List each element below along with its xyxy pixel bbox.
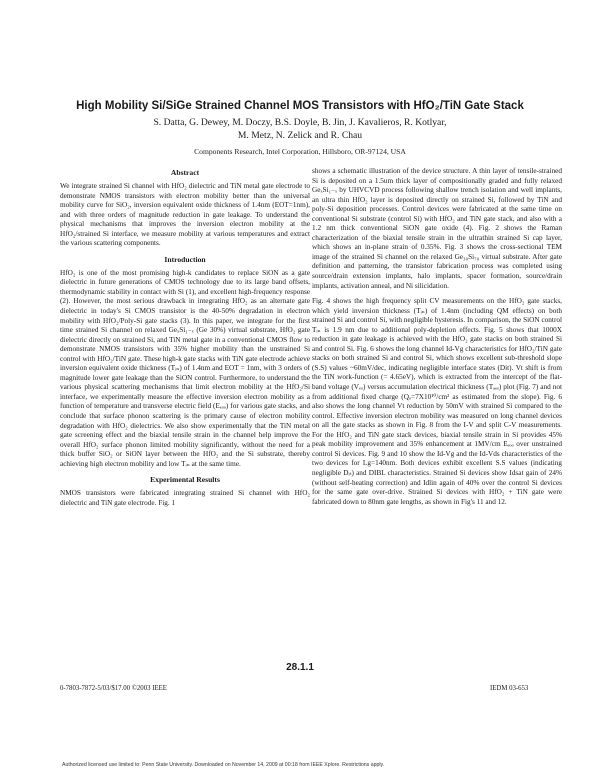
author-line-2: M. Metz, N. Zelick and R. Chau xyxy=(237,130,363,141)
page-number: 28.1.1 xyxy=(286,662,314,673)
affiliation: Components Research, Intel Corporation, Hillsboro, OR-97124, USA xyxy=(194,147,406,156)
abstract-heading: Abstract xyxy=(170,168,200,177)
paper-title: High Mobility Si/SiGe Strained Channel MOS Transistors with HfO₂/TiN Gate Stack xyxy=(76,100,524,112)
experimental-text-right-2: Fig. 4 shows the high frequency split CV measurements on the HfO₂ gate stacks, which yield inversion thickness (Tᵢₙ) of 1.4nm (including QM effects) on both strained Si and control Si, with negligible hysteresis. In comparison, the SiON control Tᵢₙ is 1.9 nm due to additional poly-depletion effects. Fig. 5 shows that 1000X reduction in gate leakage is achieved with the HfO₂ gate stacks on both strained Si and control Si. Fig. 6 shows the long channel Id-Vg characteristics for HfO₂/TiN gate stacks on both strained Si and control Si, which shows excellent sub-threshold slope (S.S) values ~60mV/dec, indicating negligible interface states (Dit). Vt shift is from the TiN work-function (= 4.65eV), which is extracted from the intercept of the flat-band voltage (Vₑₒ) versus accumulation electrical thickness (Tₐₑₑ) plot (Fig. 7) and not from additional fixed charge (Qₒ=7X10¹⁰/cm² as estimated from the slope). Fig. 6 also shows the long channel Vt reduction by 50mV with strained Si compared to the control. Effective inversion electron mobility was measured on long channel devices on all the gate stacks as shown in Fig. 8 from the I-V and split C-V measurements. For the HfO₂ and TiN gate stack devices, biaxial tensile strain in Si provides 45% peak mobility improvement and 35% enhancement at 1MV/cm Eₑₒₒ over unstrained control Si devices. Fig. 9 and 10 show the Id-Vg and the Id-Vds characteristics of the two devices for Lg=140nm. Both devices exhibit excellent S.S values (indicating negligible Dᵢₜ) and DIBL characteristics. Strained Si devices show Idsat gain of 24% (without self-heating correction) and Idlin again of 40% over the control Si devices for the same gate over-drive. Strained Si devices with HfO₂ + TiN gate were fabricated down to 80nm gate lengths, as shown in Fig's 11 and 12. xyxy=(312,297,562,506)
author-line-1: S. Datta, G. Dewey, M. Doczy, B.S. Doyle, B. Jin, J. Kavalieros, R. Kotlyar, xyxy=(153,117,447,128)
experimental-text-right-1: shows a schematic illustration of the device structure. A thin layer of tensile-strained Si is deposited on a 1.5um thick layer of compositionally graded and fully relaxed GeₓSi₁₋ₓ by UHVCVD process following shallow trench isolation and well implants, an ultra thin HfO₂ layer is deposited directly on strained Si, followed by TiN and poly-Si deposition processes. Control devices were fabricated at the same time on conventional Si substrate (control Si) with HfO₂ and TiN gate stack, and also with a 1.2 nm thick conventional SiON gate oxide (4). Fig. 2 shows the Raman characterization of the biaxial tensile strain in the ultrathin strained Si cap layer, which shows an in-plane strain of 0.35%. Fig. 3 shows the cross-sectional TEM image of the strained Si channel on the relaxed Ge₃₀Si₇₀ virtual substrate. After gate definition and patterning, the transistor fabrication process was completed using source/drain extension implants, halo implants, spacer formation, source/drain implants, activation anneal, and Ni silicidation. xyxy=(312,167,562,290)
isbn-footer: 0-7803-7872-5/03/$17.00 ©2003 IEEE xyxy=(60,685,167,692)
abstract-text: We integrate strained Si channel with HfO₂ dielectric and TiN metal gate electrode to demonstrate NMOS transistors with electron mobility better than the universal mobility curve for SiO₂, inversion equivalent oxide thickness of 1.4nm (EOT=1nm), and with three orders of magnitude reduction in gate leakage. To understand the physical mechanisms that improves the inversion electron mobility at the HfO₂/strained Si interface, we measure mobility at various temperatures and extract the various scattering components. xyxy=(60,182,310,248)
author-list xyxy=(40,116,560,142)
right-column xyxy=(312,167,562,513)
experimental-text-left: NMOS transistors were fabricated integrating strained Si channel with HfO₂ dielectric and TiN gate electrode. Fig. 1 xyxy=(60,489,310,507)
introduction-heading: Introduction xyxy=(164,254,206,264)
license-notice: Authorized licensed use limited to: Penn State University. Downloaded on November 14, 2009 at 00:18 from IEEE Xplore. Restrictions apply. xyxy=(62,762,385,768)
experimental-heading: Experimental Results xyxy=(150,475,220,485)
introduction-text: HfO₂ is one of the most promising high-k candidates to replace SiON as a gate dielectric in future generations of CMOS technology due to its large band offsets, thermodynamic stability in contact with Si (1), and excellent high-frequency response (2). However, the most serious drawback in integrating HfO₂ as an alternate gate dielectric in today's Si CMOS transistor is the 40-50% degradation in electron mobility with HfO₂/Poly-Si gate stacks (3). In this paper, we integrate for the first time strained Si channel on relaxed GeₓSi₁₋ₓ (Ge 30%) virtual substrate, HfO₂ gate dielectric directly on strained Si, and TiN metal gate in a conventional CMOS flow to demonstrate NMOS transistors with 35% higher mobility than the unstrained Si control with HfO₂/TiN gate. These high-k gate stacks with TiN gate electrode achieve inversion equivalent oxide thickness (Tᵢₙ) of 1.4nm and EOT = 1nm, with 3 orders of magnitude lower gate leakage than the SiON control. Furthermore, to understand the various physical scattering mechanisms that limit electron mobility at the HfO₂/Si interface, we experimentally measure the effective inversion electron mobility as a function of temperature and transverse electric field (Eₑₒₒ) for various gate stacks, and conclude that surface phonon scattering is the primary cause of electron mobility degradation with HfO₂ dielectrics. We also show experimentally that the TiN metal gate screening effect and the biaxial tensile strain in the channel help improve the overall HfO₂ surface phonon limited mobility significantly, without the need for a thick buffer SiO₂ or SiON layer between the HfO₂ and the Si substrate, thereby achieving high electron mobility and low Tᵢₙ at the same time. xyxy=(60,268,310,468)
left-column xyxy=(60,167,310,514)
digest-footer: IEDM 03-653 xyxy=(490,685,529,692)
